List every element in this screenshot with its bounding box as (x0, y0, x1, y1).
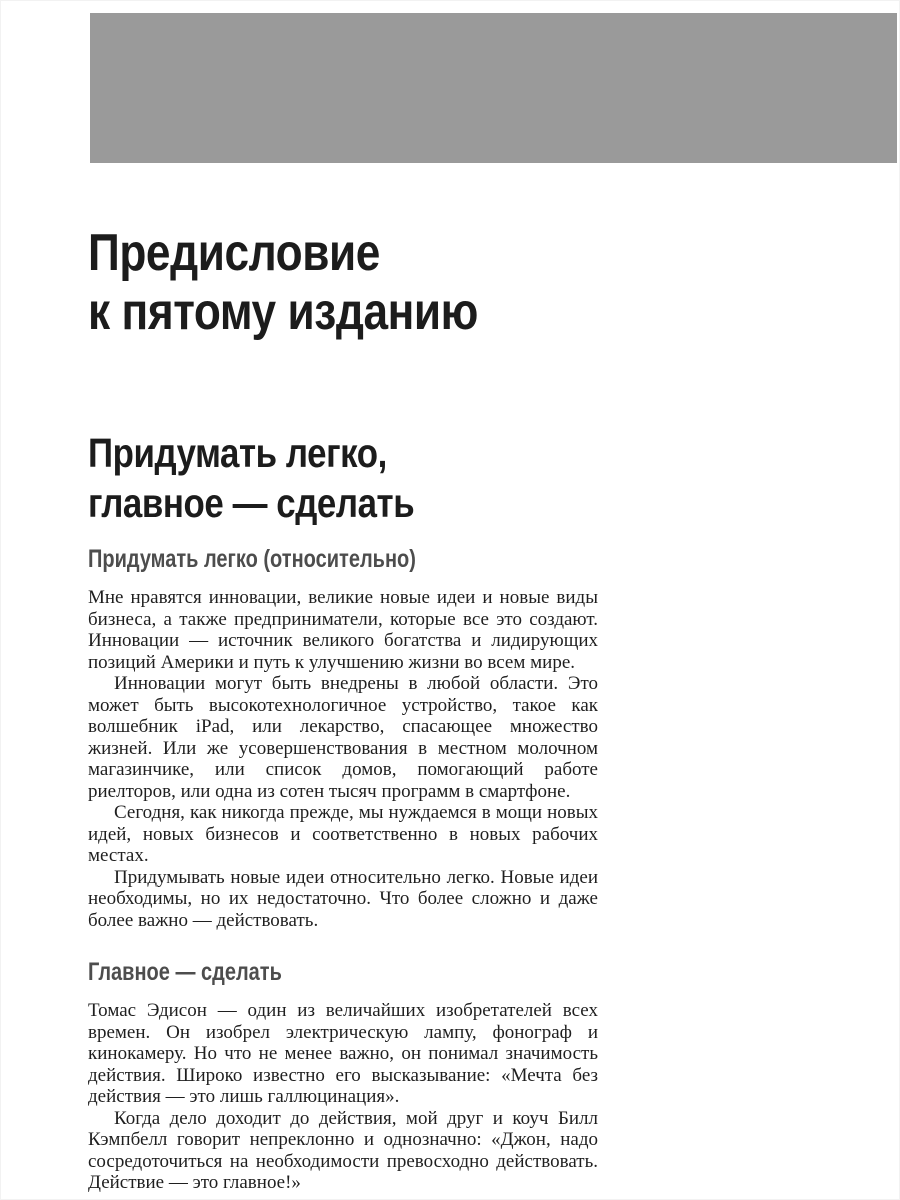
paragraph: Томас Эдисон — один из величайших изобретателей всех времен. Он изобрел электрическую лампу, фонограф и кинокамеру. Но что не менее важно, он понимал значимость действия. Широко известно его высказывание: «Мечта без действия — это лишь галлюцинация». (88, 1000, 598, 1107)
header-gray-block (90, 13, 897, 163)
paragraph: Придумывать новые идеи относительно легко. Новые идеи необходимы, но их недостаточно. Что более сложно и даже более важно — действовать. (88, 866, 598, 931)
paragraph: Сегодня, как никогда прежде, мы нуждаемся в мощи новых идей, новых бизнесов и соответственно в новых рабочих местах. (88, 802, 598, 866)
page-subtitle-line1: Придумать легко, (88, 430, 387, 476)
paragraph: Инновации могут быть внедрены в любой области. Это может быть высокотехнологичное устройство, такое как волшебник iPad, или лекарство, спасающее множество жизней. Или же усовершенствования в местном молочном магазинчике, или список домов, помогающий работе риелторов, или одна из сотен тысяч программ в смартфоне. (88, 673, 598, 802)
section-heading-1: Придумать легко (относительно) (88, 545, 416, 573)
page-subtitle-line2: главное — сделать (88, 480, 415, 526)
page-title-line2: к пятому изданию (88, 283, 478, 341)
paragraph: Мне нравятся инновации, великие новые идеи и новые виды бизнеса, а также предприниматели, которые все это создают. Инновации — источник великого богатства и лидирующих позиций Америки и путь к улучшению жизни во всем мире. (88, 587, 598, 673)
page-subtitle (88, 428, 414, 528)
section-heading-2: Главное — сделать (88, 958, 282, 986)
content-column (88, 544, 598, 1194)
paragraph: Когда дело доходит до действия, мой друг и коуч Билл Кэмпбелл говорит непреклонно и однозначно: «Джон, надо сосредоточиться на необходимости превосходно действовать. Действие — это главное!» (88, 1107, 598, 1193)
page-title (88, 224, 478, 342)
page-title-line1: Предисловие (88, 224, 380, 282)
